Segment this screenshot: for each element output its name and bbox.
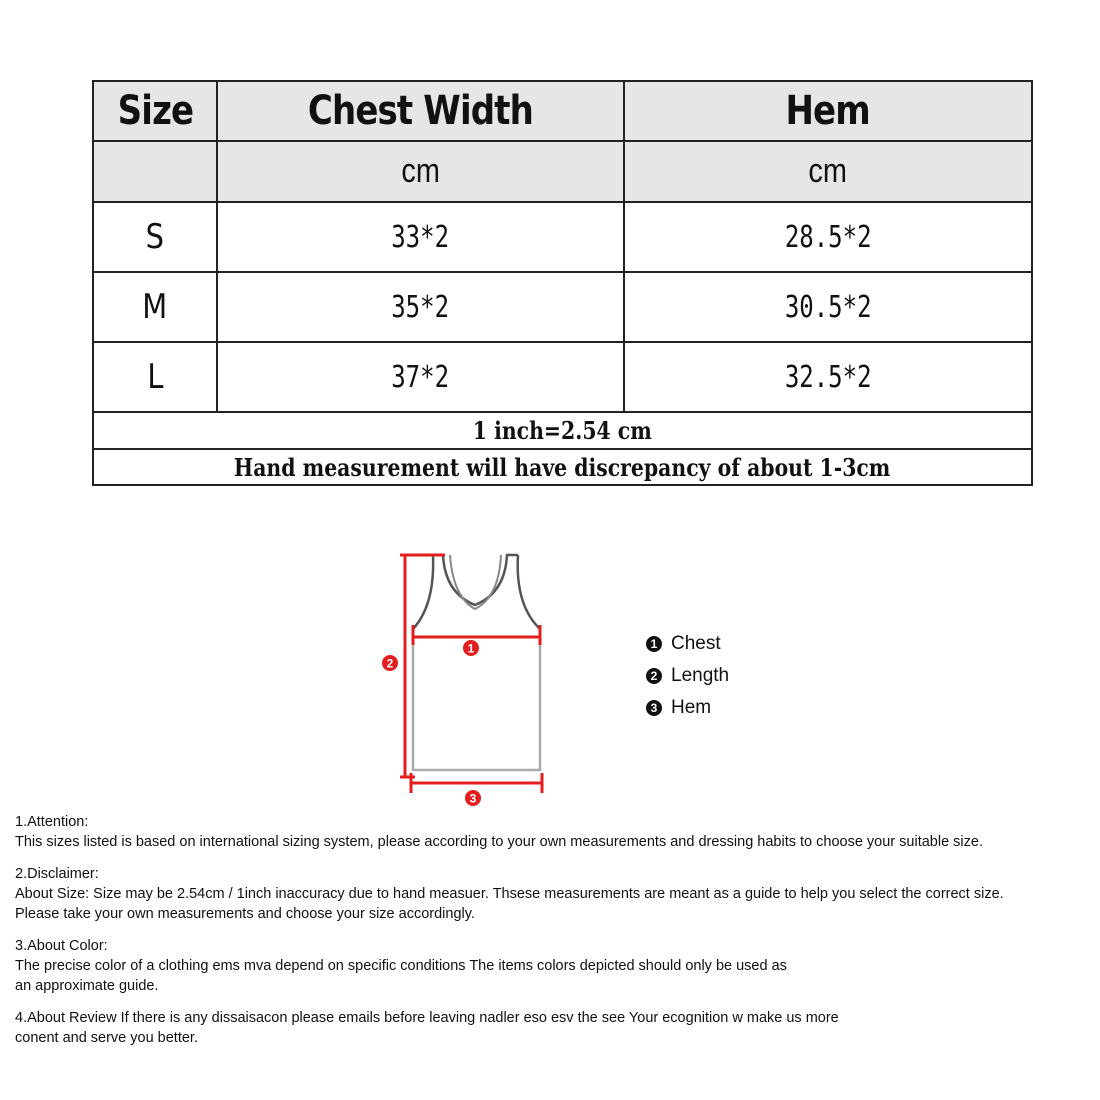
discrepancy-row	[93, 449, 1032, 485]
note-review	[15, 1008, 1100, 1048]
marker-3	[465, 790, 481, 806]
note-line: About Size: Size may be 2.54cm / 1inch inaccuracy due to hand measuer. Thsese measurements are meant as a guide to help you select the correct size.	[15, 886, 1004, 902]
header-row	[93, 81, 1032, 141]
note-title: 3.About Color:	[15, 938, 108, 954]
size-chart-table	[92, 80, 1033, 486]
table-row	[93, 202, 1032, 272]
legend-number: 2	[646, 668, 662, 684]
conversion-note: 1 inch=2.54 cm	[93, 412, 1032, 449]
table-row	[93, 342, 1032, 412]
legend-label: Hem	[671, 697, 712, 718]
legend-item-length	[646, 660, 729, 692]
note-title: 2.Disclaimer:	[15, 866, 99, 882]
legend-number: 3	[646, 700, 662, 716]
table-row	[93, 272, 1032, 342]
header-chest-width: Chest Width	[217, 81, 624, 141]
note-disclaimer	[15, 864, 1100, 924]
unit-size	[93, 141, 217, 202]
marker-1	[463, 640, 479, 656]
svg-text:3: 3	[469, 791, 477, 806]
note-line: This sizes listed is based on international sizing system, please according to your own measurements and dressing habits to choose your suitable size.	[15, 834, 983, 850]
tank-top-diagram	[375, 545, 555, 810]
measurement-legend	[646, 628, 729, 724]
chest-cell: 35*2	[217, 272, 624, 342]
note-attention	[15, 812, 1100, 852]
note-title: 1.Attention:	[15, 814, 89, 830]
tank-top-outline	[413, 555, 540, 770]
legend-item-hem	[646, 692, 729, 724]
size-cell: M	[93, 272, 217, 342]
chest-cell: 37*2	[217, 342, 624, 412]
discrepancy-note: Hand measurement will have discrepancy of about 1-3cm	[93, 449, 1032, 485]
legend-item-chest	[646, 628, 729, 660]
chest-cell: 33*2	[217, 202, 624, 272]
size-cell: L	[93, 342, 217, 412]
unit-chest: cm	[217, 141, 624, 202]
svg-text:2: 2	[386, 656, 394, 671]
note-line: The precise color of a clothing ems mva depend on specific conditions The items colors depicted should only be used as	[15, 958, 787, 974]
header-hem: Hem	[624, 81, 1032, 141]
note-line: an approximate guide.	[15, 978, 159, 994]
legend-number: 1	[646, 636, 662, 652]
note-line: Please take your own measurements and choose your size accordingly.	[15, 906, 475, 922]
header-size: Size	[93, 81, 217, 141]
size-cell: S	[93, 202, 217, 272]
marker-2	[382, 655, 398, 671]
svg-text:1: 1	[467, 641, 475, 656]
hem-cell: 32.5*2	[624, 342, 1032, 412]
unit-hem: cm	[624, 141, 1032, 202]
note-line: conent and serve you better.	[15, 1030, 198, 1046]
legend-label: Length	[671, 665, 730, 686]
hem-cell: 28.5*2	[624, 202, 1032, 272]
note-color	[15, 936, 1100, 996]
notes-section	[15, 812, 1100, 1060]
unit-row	[93, 141, 1032, 202]
conversion-row	[93, 412, 1032, 449]
legend-label: Chest	[671, 633, 721, 654]
note-line: 4.About Review If there is any dissaisacon please emails before leaving nadler eso esv the see Your ecognition w make us more	[15, 1010, 839, 1026]
hem-cell: 30.5*2	[624, 272, 1032, 342]
